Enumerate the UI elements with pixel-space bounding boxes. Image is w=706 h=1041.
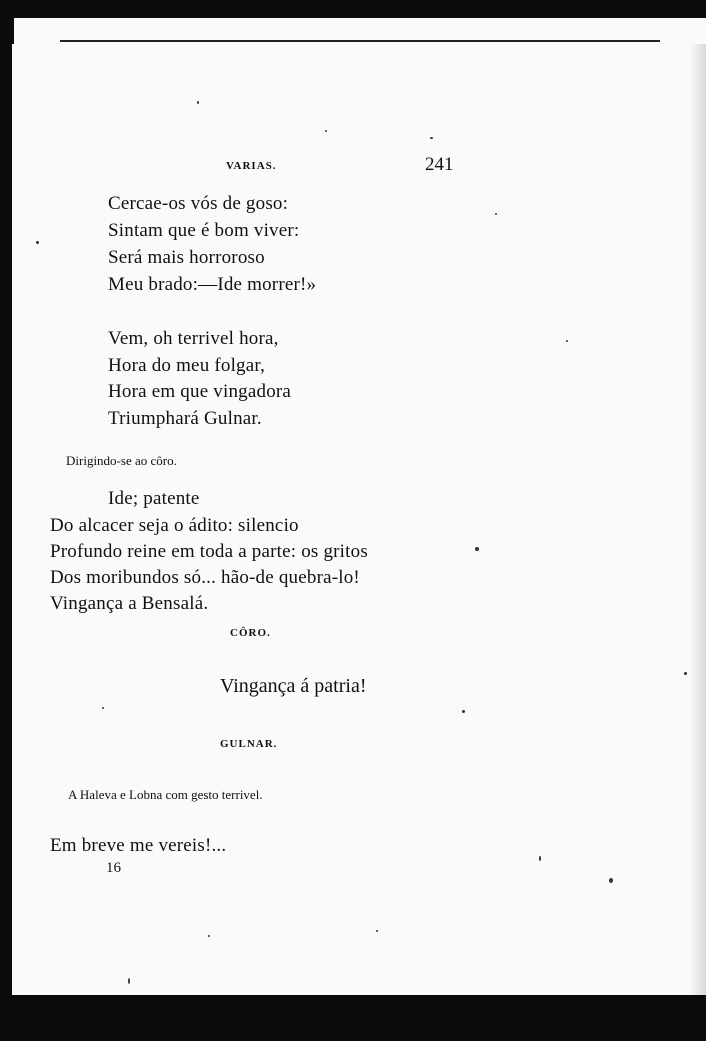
speck — [197, 101, 199, 104]
top-rule — [60, 40, 660, 42]
speck — [376, 930, 378, 932]
verse-line: Triumphará Gulnar. — [108, 408, 262, 429]
verse-line: Sintam que é bom viver: — [108, 220, 300, 241]
verse-line: Do alcacer seja o ádito: silencio — [50, 515, 299, 536]
stage-direction: A Haleva e Lobna com gesto terrivel. — [68, 787, 263, 802]
stage-direction: Dirigindo-se ao côro. — [66, 453, 177, 468]
coro-line: Vingança á patria! — [220, 675, 367, 697]
final-verse-line: Em breve me vereis!... — [50, 835, 227, 856]
verse-line: Será mais horroroso — [108, 247, 265, 268]
verse-line: Ide; patente — [108, 488, 200, 509]
speck — [609, 878, 613, 883]
scan-left-edge — [0, 0, 12, 1041]
page-right-shadow — [690, 44, 706, 995]
verse-line: Cercae-os vós de goso: — [108, 193, 289, 214]
running-head: VARIAS. — [226, 160, 277, 172]
verse-line: Vem, oh terrivel hora, — [108, 328, 279, 349]
verse-line: Hora do meu folgar, — [108, 355, 266, 376]
verse-line: Meu brado:—Ide morrer!» — [108, 274, 317, 295]
speck — [684, 672, 687, 675]
scan-bottom-edge — [0, 995, 706, 1041]
speaker-coro: CÔRO. — [230, 627, 271, 639]
speck — [475, 547, 479, 551]
speck — [102, 707, 104, 709]
speck — [430, 137, 433, 139]
verse-line: Hora em que vingadora — [108, 381, 292, 402]
signature-mark: 16 — [106, 860, 121, 876]
speck — [128, 978, 130, 984]
speck — [462, 710, 465, 713]
speck — [566, 340, 568, 342]
speaker-gulnar: GULNAR. — [220, 738, 278, 750]
speck — [325, 130, 327, 132]
verse-line: Dos moribundos só... hão-de quebra-lo! — [50, 567, 360, 588]
page-number: 241 — [425, 154, 454, 175]
speck — [495, 213, 497, 215]
verse-line: Profundo reine em toda a parte: os gritos — [50, 541, 368, 562]
speck — [539, 856, 541, 861]
speck — [36, 241, 39, 244]
speck — [208, 935, 210, 937]
verse-line: Vingança a Bensalá. — [50, 593, 209, 614]
